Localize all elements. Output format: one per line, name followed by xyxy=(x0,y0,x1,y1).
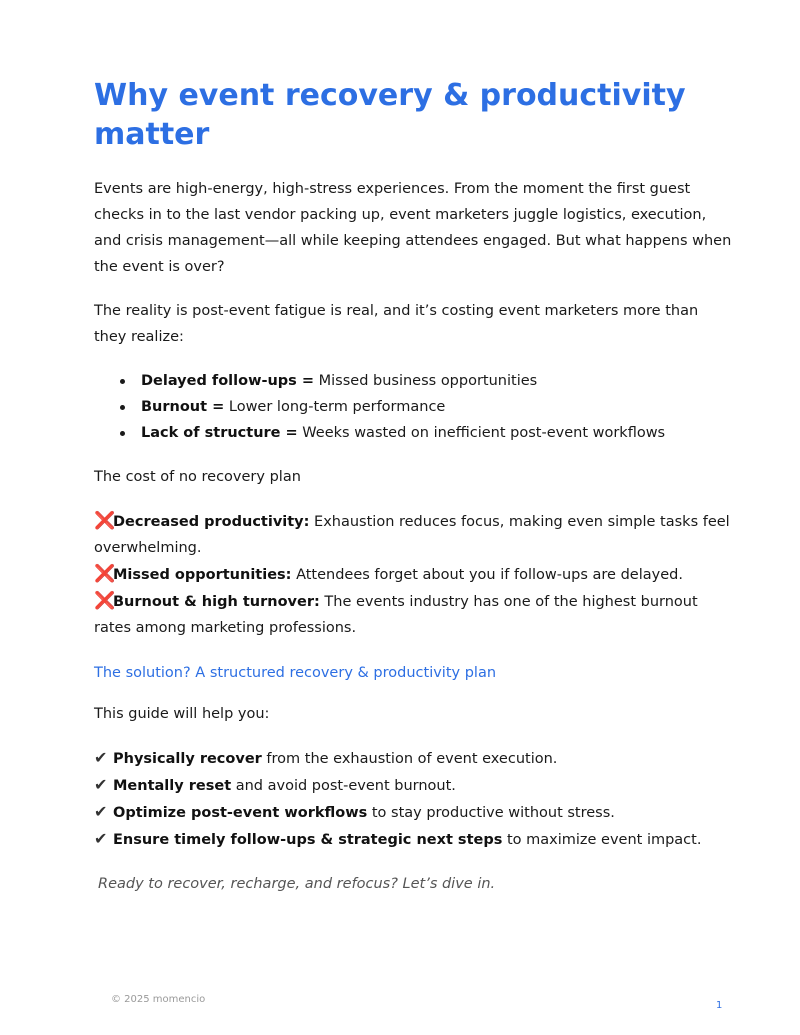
closing-line: Ready to recover, recharge, and refocus? Let’s dive in. xyxy=(98,876,496,892)
cost-item-bold: Burnout & high turnover: xyxy=(113,594,320,610)
cost-item-text: Exhaustion reduces focus, making even simple tasks feel overwhelming. xyxy=(94,514,730,556)
page-number: 1 xyxy=(716,1000,723,1011)
benefit-item xyxy=(94,772,734,799)
cost-item-text: Attendees forget about you if follow-ups are delayed. xyxy=(291,567,683,583)
guide-intro: This guide will help you: xyxy=(94,706,270,722)
benefit-item-bold: Optimize post-event workflows xyxy=(113,805,368,821)
check-mark-icon: ✔ xyxy=(94,775,108,794)
cost-item-bold: Missed opportunities: xyxy=(113,567,292,583)
cross-mark-icon: ❌ xyxy=(94,564,116,584)
benefit-item-text: and avoid post-event burnout. xyxy=(231,778,456,794)
cost-item xyxy=(94,508,734,561)
list-item-text: Weeks wasted on inefficient post-event workflows xyxy=(297,425,666,441)
benefit-item-text: from the exhaustion of event execution. xyxy=(261,751,558,767)
cost-item xyxy=(94,588,734,641)
list-item-bold: Delayed follow-ups = xyxy=(141,373,315,389)
benefit-item xyxy=(94,745,734,772)
solution-heading: The solution? A structured recovery & productivity plan xyxy=(94,665,497,681)
benefit-item-bold: Physically recover xyxy=(113,751,262,767)
benefit-item-text: to stay productive without stress. xyxy=(367,805,615,821)
cost-item-text: The events industry has one of the highest burnout rates among marketing professions. xyxy=(94,594,698,636)
list-item xyxy=(141,394,734,420)
list-item-text: Missed business opportunities xyxy=(314,373,538,389)
cross-mark-icon: ❌ xyxy=(94,591,116,611)
cost-heading: The cost of no recovery plan xyxy=(94,469,301,485)
list-item xyxy=(141,420,734,446)
list-item-bold: Lack of structure = xyxy=(141,425,298,441)
cost-list xyxy=(94,508,734,641)
benefit-item xyxy=(94,799,734,826)
check-mark-icon: ✔ xyxy=(94,748,108,767)
reality-paragraph: The reality is post-event fatigue is real, and it’s costing event marketers more than they realize: xyxy=(94,303,699,345)
page-content xyxy=(94,76,734,897)
benefit-item-text: to maximize event impact. xyxy=(502,832,702,848)
footer-copyright: © 2025 momencio xyxy=(111,994,206,1005)
intro-paragraph: Events are high-energy, high-stress experiences. From the moment the first guest checks in to the last vendor packing up, event marketers juggle logistics, execution, and crisis management—all while keeping attendees engaged. But what happens when the event is over? xyxy=(94,181,732,275)
list-item-text: Lower long-term performance xyxy=(224,399,446,415)
benefit-list xyxy=(94,745,734,853)
benefit-item xyxy=(94,826,734,853)
cross-mark-icon: ❌ xyxy=(94,511,116,531)
list-item-bold: Burnout = xyxy=(141,399,225,415)
benefit-item-bold: Ensure timely follow-ups & strategic next steps xyxy=(113,832,503,848)
list-item xyxy=(141,368,734,394)
check-mark-icon: ✔ xyxy=(94,802,108,821)
consequence-list xyxy=(94,368,734,446)
check-mark-icon: ✔ xyxy=(94,829,108,848)
benefit-item-bold: Mentally reset xyxy=(113,778,232,794)
cost-item xyxy=(94,561,734,588)
page-title: Why event recovery & productivity matter xyxy=(94,78,686,152)
cost-item-bold: Decreased productivity: xyxy=(113,514,310,530)
